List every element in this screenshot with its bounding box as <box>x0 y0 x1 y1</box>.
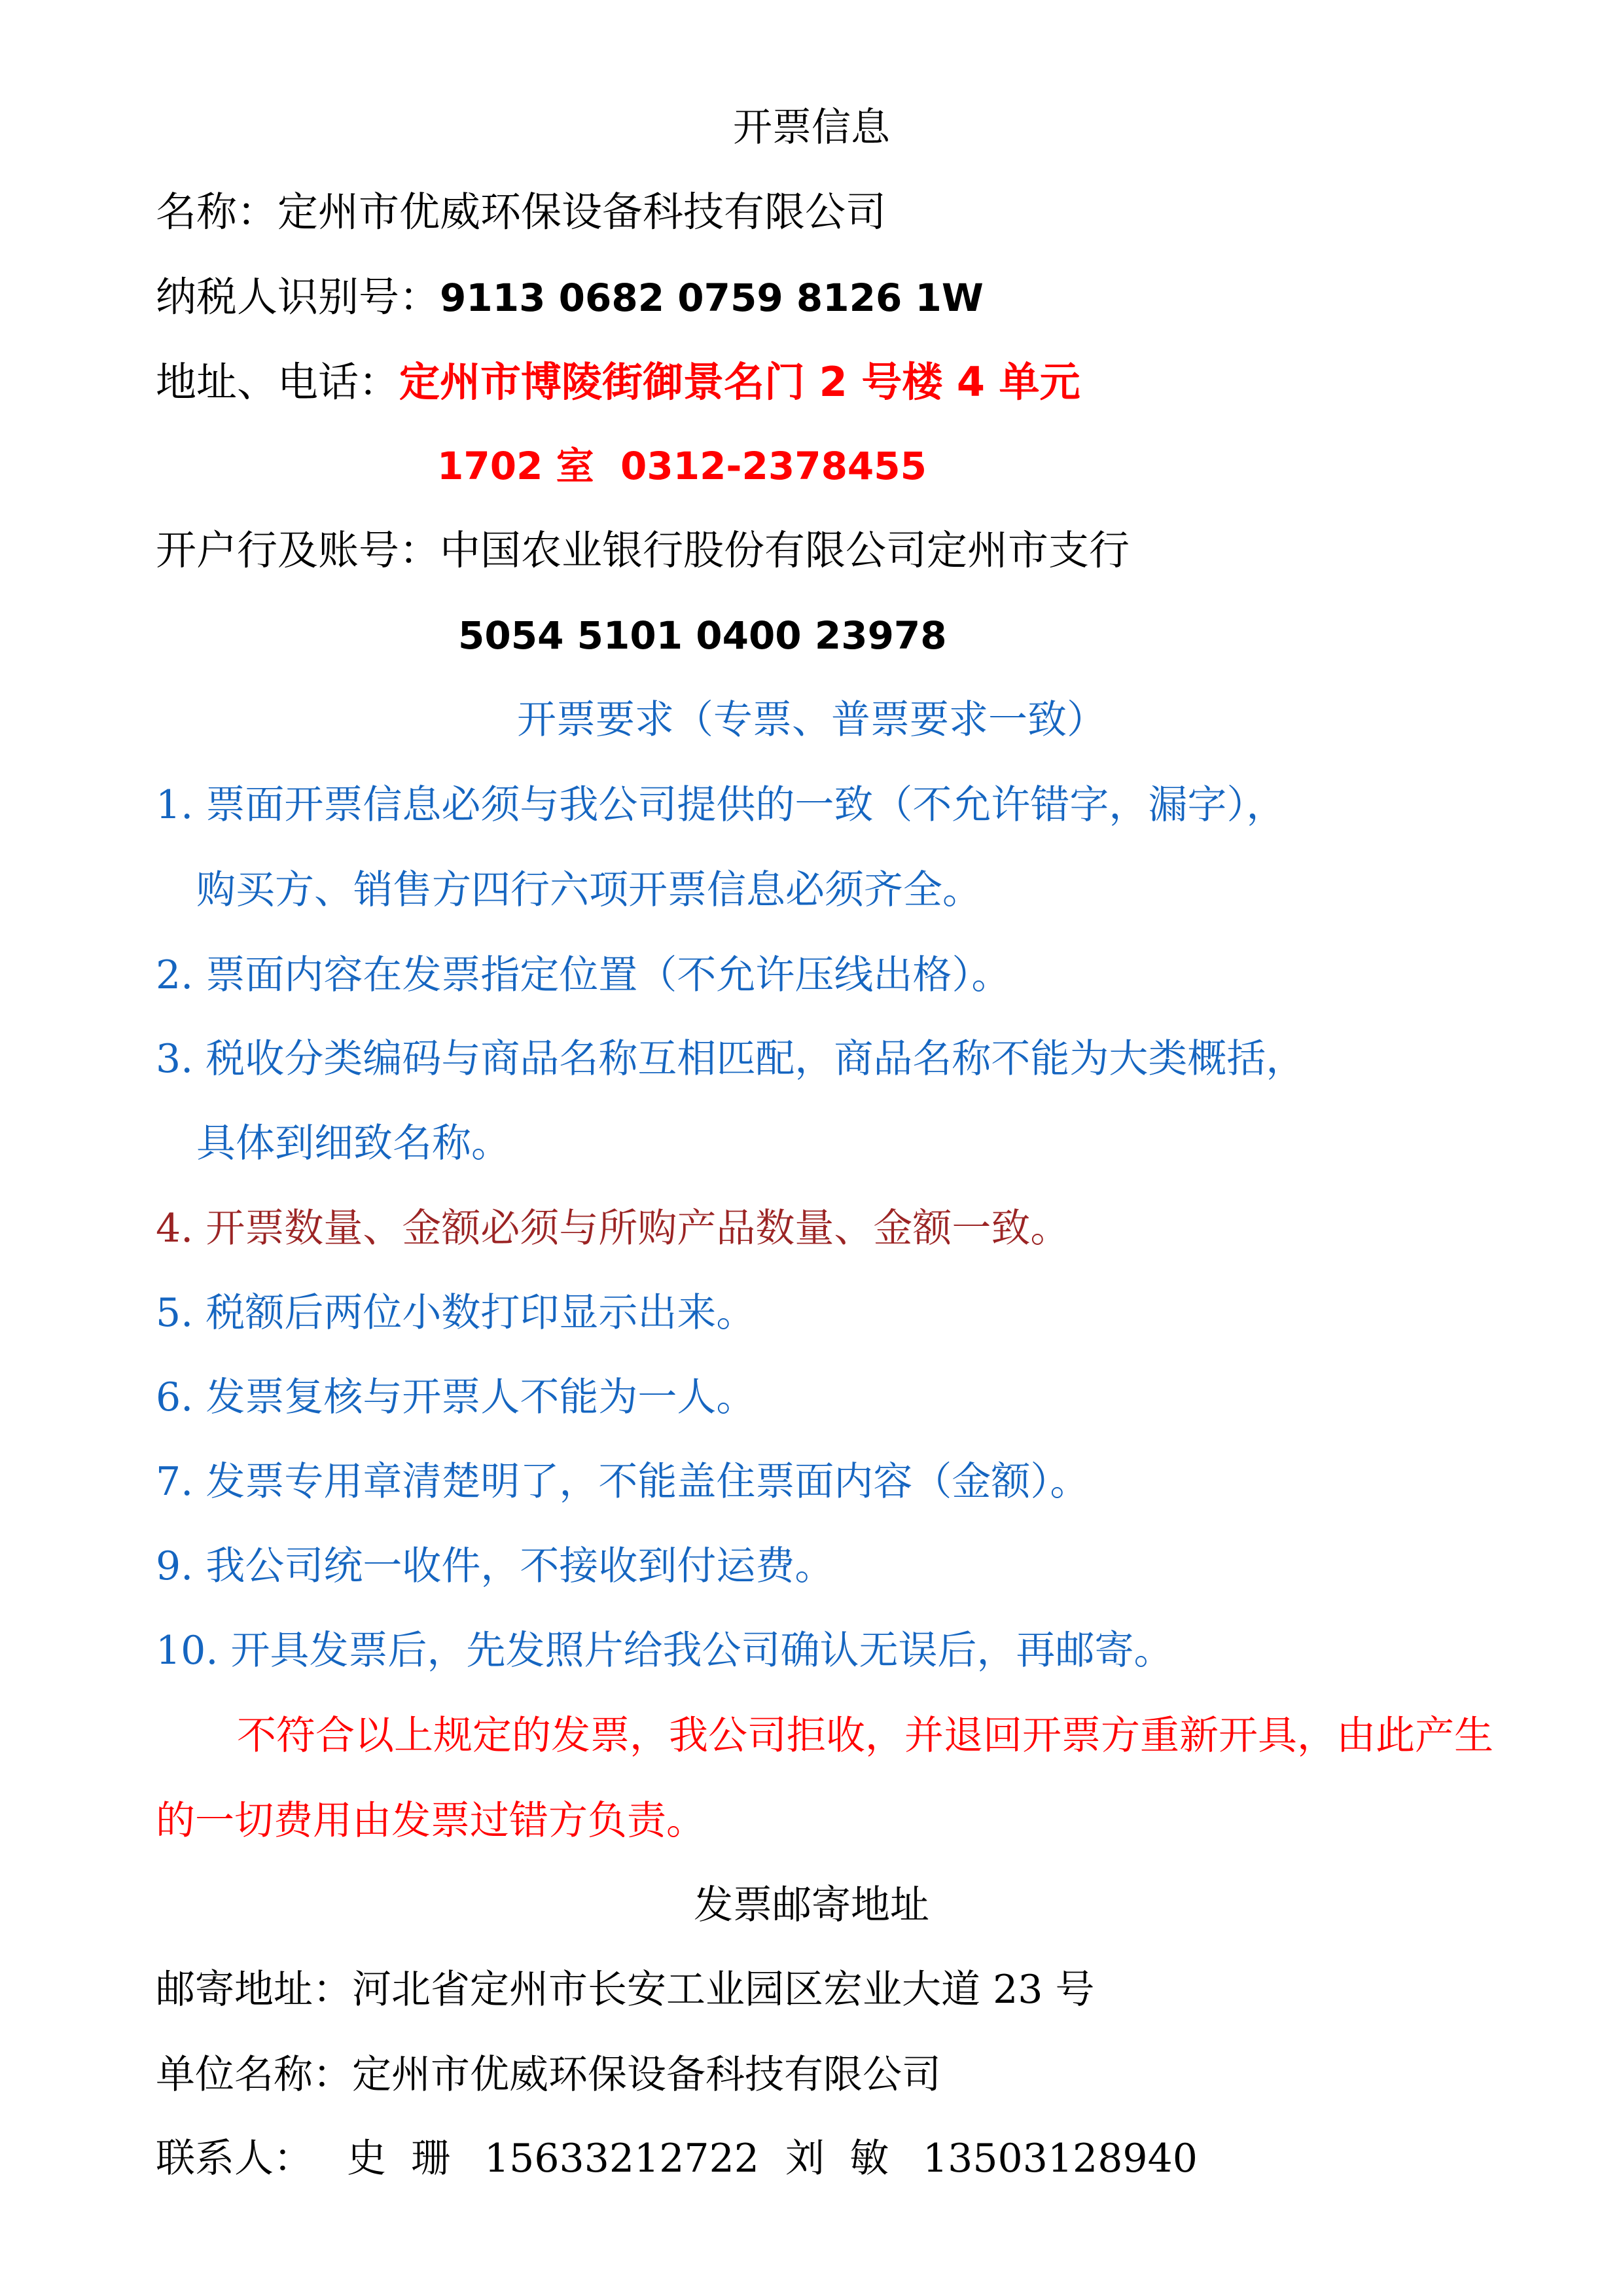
company-name-row <box>156 188 887 236</box>
company-name-value: 定州市优威环保设备科技有限公司 <box>277 188 887 236</box>
unit-name-value: 定州市优威环保设备科技有限公司 <box>352 2052 941 2098</box>
requirement-item: 4. 开票数量、金额必须与所购产品数量、金额一致。 <box>156 1206 1070 1251</box>
warning-line: 的一切费用由发票过错方负责。 <box>156 1798 705 1844</box>
address-value-line1: 定州市博陵街御景名门 2 号楼 4 单元 <box>399 358 1080 406</box>
mailing-title: 发票邮寄地址 <box>694 1882 929 1928</box>
warning-line: 不符合以上规定的发票，我公司拒收，并退回开票方重新开具，由此产生 <box>237 1713 1493 1759</box>
requirement-item: 7. 发票专用章清楚明了，不能盖住票面内容（金额）。 <box>156 1459 1090 1505</box>
address-phone-row <box>156 358 1080 406</box>
contact-row <box>156 2136 1198 2181</box>
requirements-title: 开票要求（专票、普票要求一致） <box>517 697 1106 743</box>
requirement-item: 9. 我公司统一收件，不接收到付运费。 <box>156 1543 834 1589</box>
requirement-item: 购买方、销售方四行六项开票信息必须齐全。 <box>196 867 982 913</box>
tax-id-value: 9113 0682 0759 8126 1W <box>440 276 984 320</box>
bank-account: 5054 5101 0400 23978 <box>458 613 947 658</box>
mailing-address-row <box>156 1967 1095 2013</box>
contact2-phone: 13503128940 <box>923 2136 1198 2181</box>
requirement-item: 具体到细致名称。 <box>196 1121 510 1166</box>
tax-id-row <box>156 273 984 321</box>
contact1-phone: 15633212722 <box>484 2136 759 2181</box>
requirement-item: 2. 票面内容在发票指定位置（不允许压线出格）。 <box>156 952 1011 998</box>
contact1-name: 史 珊 <box>347 2136 451 2181</box>
tax-id-label: 纳税人识别号： <box>156 273 440 321</box>
address-phone-label: 地址、电话： <box>156 358 400 406</box>
bank-label: 开户行及账号： <box>156 526 440 574</box>
bank-value: 中国农业银行股份有限公司定州市支行 <box>440 526 1130 574</box>
contact2-name: 刘 敏 <box>785 2136 889 2181</box>
invoice-info-title: 开票信息 <box>733 105 890 151</box>
address-value-line2: 1702 室 0312-2378455 <box>437 444 927 488</box>
mailing-address-label: 邮寄地址： <box>156 1967 352 2013</box>
mailing-address-value: 河北省定州市长安工业园区宏业大道 23 号 <box>352 1967 1095 2013</box>
requirement-item: 6. 发票复核与开票人不能为一人。 <box>156 1374 756 1420</box>
requirement-item: 1. 票面开票信息必须与我公司提供的一致（不允许错字，漏字）， <box>156 782 1286 828</box>
company-name-label: 名称： <box>156 188 278 236</box>
bank-row <box>156 526 1130 574</box>
unit-name-label: 单位名称： <box>156 2052 352 2098</box>
unit-name-row <box>156 2052 941 2098</box>
requirement-item: 5. 税额后两位小数打印显示出来。 <box>156 1290 756 1336</box>
contact-label: 联系人： <box>156 2136 313 2181</box>
requirement-item: 3. 税收分类编码与商品名称互相匹配，商品名称不能为大类概括， <box>156 1036 1306 1082</box>
requirement-item: 10. 开具发票后，先发照片给我公司确认无误后，再邮寄。 <box>156 1628 1173 1674</box>
